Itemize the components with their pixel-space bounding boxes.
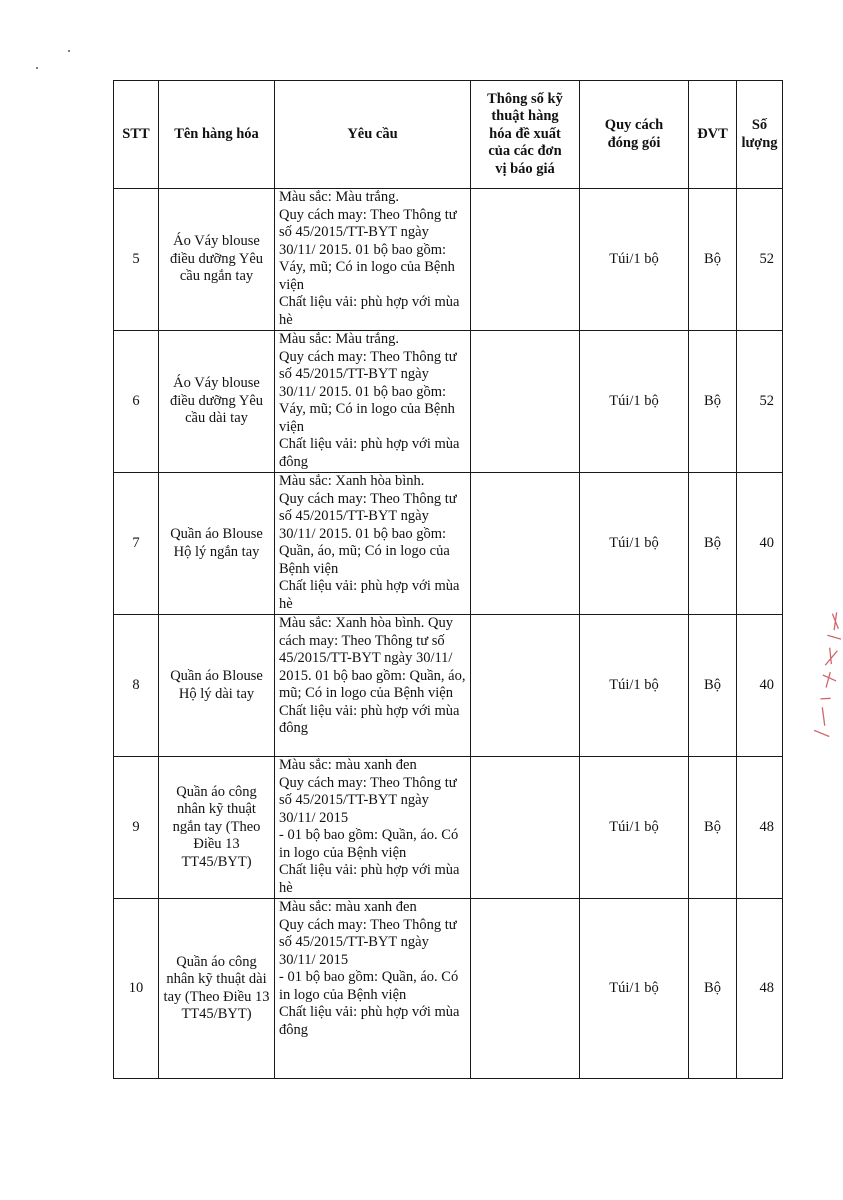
scan-speck xyxy=(68,50,70,52)
header-technical-spec: Thông số kỹ thuật hàng hóa đề xuất của các đơn vị báo giá xyxy=(471,81,580,189)
cell-packaging: Túi/1 bộ xyxy=(580,757,689,899)
cell-technical-spec xyxy=(471,331,580,473)
cell-technical-spec xyxy=(471,757,580,899)
header-stt: STT xyxy=(114,81,159,189)
cell-unit: Bộ xyxy=(689,473,737,615)
cell-quantity: 52 xyxy=(737,189,783,331)
cell-quantity: 48 xyxy=(737,757,783,899)
cell-stt: 6 xyxy=(114,331,159,473)
cell-stt: 10 xyxy=(114,899,159,1079)
table-row xyxy=(114,615,783,757)
cell-unit: Bộ xyxy=(689,757,737,899)
cell-stt: 7 xyxy=(114,473,159,615)
cell-technical-spec xyxy=(471,473,580,615)
cell-product-name: Quần áo công nhân kỹ thuật ngắn tay (Theo Điều 13 TT45/BYT) xyxy=(159,757,275,899)
cell-product-name: Quần áo Blouse Hộ lý dài tay xyxy=(159,615,275,757)
table-row xyxy=(114,757,783,899)
cell-technical-spec xyxy=(471,899,580,1079)
header-requirement: Yêu cầu xyxy=(275,81,471,189)
cell-unit: Bộ xyxy=(689,331,737,473)
product-requirements-table xyxy=(113,80,783,1079)
cell-packaging: Túi/1 bộ xyxy=(580,473,689,615)
cell-product-name: Áo Váy blouse điều dưỡng Yêu cầu dài tay xyxy=(159,331,275,473)
table-row xyxy=(114,899,783,1079)
cell-unit: Bộ xyxy=(689,899,737,1079)
table-header-row xyxy=(114,81,783,189)
cell-product-name: Áo Váy blouse điều dưỡng Yêu cầu ngắn tay xyxy=(159,189,275,331)
header-unit: ĐVT xyxy=(689,81,737,189)
seal-stamp-fragment xyxy=(809,607,843,741)
table-row xyxy=(114,189,783,331)
cell-packaging: Túi/1 bộ xyxy=(580,189,689,331)
cell-requirement: Màu sắc: Màu trắng. Quy cách may: Theo Thông tư số 45/2015/TT-BYT ngày 30/11/ 2015. 01 bộ bao gồm: Váy, mũ; Có in logo của Bệnh viện Chất liệu vải: phù hợp với mùa hè xyxy=(275,189,471,331)
cell-quantity: 40 xyxy=(737,615,783,757)
cell-stt: 8 xyxy=(114,615,159,757)
cell-technical-spec xyxy=(471,615,580,757)
cell-packaging: Túi/1 bộ xyxy=(580,899,689,1079)
cell-quantity: 52 xyxy=(737,331,783,473)
cell-product-name: Quần áo Blouse Hộ lý ngắn tay xyxy=(159,473,275,615)
header-product-name: Tên hàng hóa xyxy=(159,81,275,189)
cell-stt: 5 xyxy=(114,189,159,331)
cell-packaging: Túi/1 bộ xyxy=(580,615,689,757)
cell-requirement: Màu sắc: màu xanh đen Quy cách may: Theo Thông tư số 45/2015/TT-BYT ngày 30/11/ 2015 - 01 bộ bao gồm: Quần, áo. Có in logo của Bệnh viện Chất liệu vải: phù hợp với mùa đông xyxy=(275,899,471,1079)
table-row xyxy=(114,473,783,615)
cell-requirement: Màu sắc: Xanh hòa bình. Quy cách may: Theo Thông tư số 45/2015/TT-BYT ngày 30/11/ 2015. 01 bộ bao gồm: Quần, áo, mũ; Có in logo của Bệnh viện Chất liệu vải: phù hợp với mùa hè xyxy=(275,473,471,615)
cell-requirement: Màu sắc: màu xanh đen Quy cách may: Theo Thông tư số 45/2015/TT-BYT ngày 30/11/ 2015 - 01 bộ bao gồm: Quần, áo. Có in logo của Bệnh viện Chất liệu vải: phù hợp với mùa hè xyxy=(275,757,471,899)
header-quantity: Số lượng xyxy=(737,81,783,189)
cell-quantity: 48 xyxy=(737,899,783,1079)
cell-technical-spec xyxy=(471,189,580,331)
scan-speck xyxy=(36,67,38,69)
cell-requirement: Màu sắc: Xanh hòa bình. Quy cách may: Theo Thông tư số 45/2015/TT-BYT ngày 30/11/ 2015. 01 bộ bao gồm: Quần, áo, mũ; Có in logo của Bệnh viện Chất liệu vải: phù hợp với mùa đông xyxy=(275,615,471,757)
cell-unit: Bộ xyxy=(689,615,737,757)
header-packaging: Quy cách đóng gói xyxy=(580,81,689,189)
table-row xyxy=(114,331,783,473)
cell-requirement: Màu sắc: Màu trắng. Quy cách may: Theo Thông tư số 45/2015/TT-BYT ngày 30/11/ 2015. 01 bộ bao gồm: Váy, mũ; Có in logo của Bệnh viện Chất liệu vải: phù hợp với mùa đông xyxy=(275,331,471,473)
stamp-marks-icon xyxy=(809,607,843,741)
cell-product-name: Quần áo công nhân kỹ thuật dài tay (Theo Điều 13 TT45/BYT) xyxy=(159,899,275,1079)
cell-packaging: Túi/1 bộ xyxy=(580,331,689,473)
cell-quantity: 40 xyxy=(737,473,783,615)
cell-stt: 9 xyxy=(114,757,159,899)
cell-unit: Bộ xyxy=(689,189,737,331)
